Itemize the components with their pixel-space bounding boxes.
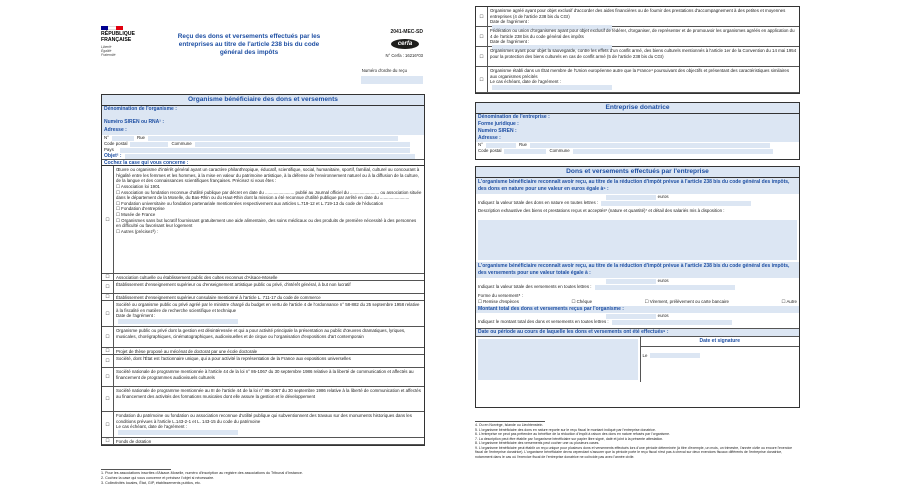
type-description (114, 438, 424, 445)
organisme-type-table-continued (475, 6, 800, 94)
forme-juridique-label: Forme juridique : (478, 121, 519, 128)
type-checkbox[interactable]: ☐ (102, 327, 114, 348)
type-description-text: Fonds de dotation (116, 439, 152, 444)
type-description-text: Projet de thèse proposé au mécénat de doctorat par une école doctorale (116, 349, 258, 354)
footnotes-page-1 (101, 469, 425, 485)
type-description (114, 281, 424, 294)
type-checkbox[interactable]: ☐ (102, 301, 114, 327)
form-title: Reçu des dons et versements effectués par les entreprises au titre de l'article 238 bis du code général des impôts (177, 33, 321, 56)
entreprise-denomination-field[interactable] (476, 114, 799, 121)
type-description-text: Organisme public ou privé dont la gestion est désintéressée et qui a pour activité principale la présentation au public d'œuvres dramatiques, lyriques, musicales, chorégraphiques, cinématographiques, audiovisuelles et de cirque ou l'organisation d'expositions d'art contemporain (116, 328, 406, 339)
cochez-row (102, 159, 424, 165)
especes-checkbox[interactable]: ☐ Remise d'espèces (478, 299, 519, 305)
entreprise-siren-label: Numéro SIREN : (478, 128, 517, 135)
type-description-text: Organismes ayant pour objet la sauvegarde, contre les effets d'un conflit armé, des biens culturels mentionnés à l'article 1er de la Convention du 14 mai 1954 pour la protection des biens culturels en cas de conflit armé (5 de l'article 238 bis du CGI) (490, 48, 797, 59)
versements-letters-row[interactable] (476, 284, 799, 293)
entreprise-adresse-label: Adresse : (478, 135, 501, 142)
devise-egalite: Égalité (101, 49, 112, 54)
entreprise-code-postal-label: Code postal (478, 148, 502, 154)
cerfa-number: N° Cerfa : 16216*03 (385, 53, 423, 58)
type-checkbox[interactable]: ☐ (102, 438, 114, 445)
adresse-label-row (102, 127, 424, 135)
cerfa-logo: cerfa (391, 39, 419, 49)
date-periode-row (476, 328, 799, 336)
republique-francaise-logo (101, 26, 156, 57)
type-description-text: Association cultuelle ou établissement public des cultes reconnus d'Alsace-Moselle (116, 275, 278, 280)
versements-letters-label: Indiquez la valeur totale des versements en toutes lettres : (478, 284, 592, 290)
type-checkbox[interactable]: ☐ (102, 166, 114, 274)
type-description-text: Fédération ou union d'organismes ayant pour objet exclusif de fédérer, d'organiser, de représenter et de promouvoir les organismes agréés en application du 4 de l'article 238 bis du code général des impôts (490, 28, 795, 39)
siren-rna-label: Numéro SIREN ou RNA¹ : (104, 119, 164, 126)
adresse-label: Adresse : (104, 127, 127, 134)
type-description (114, 301, 424, 327)
type-description-text: Société nationale de programme mentionnée au III de l'article 44 de la loi n° 86-1067 du 30 septembre 1986 relative à la liberté de communication et affectés au financement des activités des formations musicales dont elle assure la gestion et le développement (116, 388, 421, 399)
type-description (114, 274, 424, 281)
agrement-date-label: Date de l'agrément : (116, 313, 156, 319)
type-description (114, 348, 424, 355)
date-periode-label: Date ou période au cours de laquelle les dons et versements ont été effectués⁹ : (478, 329, 669, 336)
form-header (101, 16, 425, 80)
form-page-2 (472, 0, 806, 500)
type-description-text: Fondation du patrimoine ou fondation ou association reconnue d'utilité publique qui subventionnent des travaux sur des monuments historiques dans les conditions prévues à l'article L.143-2-1 et L. 143-15 du code du patrimoine (116, 413, 412, 424)
footnote-8: 8. L'organisme bénéficiaire des versements peut cocher une ou plusieurs cases. (475, 441, 600, 446)
agrement-date-label: Date de l'agrément : (490, 39, 530, 45)
type-checkbox[interactable]: ☐ (102, 368, 114, 387)
type-checkbox[interactable]: ☐ (102, 412, 114, 438)
date-signature-block (476, 336, 799, 382)
entreprise-denomination-label: Dénomination de l'entreprise : (478, 114, 550, 121)
type-checkbox[interactable]: ☐ (476, 47, 488, 67)
denomination-field[interactable] (102, 106, 424, 115)
forme-versement-options (476, 299, 799, 306)
footnotes-page-2 (475, 421, 800, 459)
type-description-text: Organisme établi dans un État membre de l'Union européenne autre que la France⁴ poursuivant des objectifs et présentant des caractéristiques similaires aux organismes précités (490, 68, 790, 79)
type-checkbox[interactable]: ☐ (102, 294, 114, 301)
entreprise-adresse-row (476, 135, 799, 142)
type-description (114, 327, 424, 348)
sub-option-checkbox[interactable]: ☐ Fondation d'entreprise (116, 206, 165, 212)
montant-letters-row[interactable] (476, 319, 799, 328)
type-checkbox[interactable]: ☐ (476, 7, 488, 27)
dons-nature-intro-text: L'organisme bénéficiaire reconnaît avoir reçu, au titre de la réduction d'impôt prévue à l'article 238 bis du code général des impôts, des dons en nature pour une valeur en euros égale à⁵ : (478, 179, 790, 192)
le-label: Le (642, 352, 648, 358)
dons-nature-letters-row[interactable] (476, 200, 799, 208)
numero-label: N° (104, 135, 109, 141)
type-description (488, 7, 799, 27)
form-page-1 (95, 0, 430, 500)
objet-row[interactable] (102, 153, 424, 159)
type-description (114, 368, 424, 387)
euros-label-3: euros (657, 313, 669, 319)
type-description-text: Société nationale de programme mentionnée à l'article 44 de la loi n° 86-1067 du 30 septembre 1986 relative à la liberté de communication et affectés au financement de programmes audiovisuels culturels (116, 369, 414, 380)
description-label: Description exhaustive des biens et prestations reçus et acceptés⁶ (nature et quantité)⁷ et détail des salariés mis à disposition : (478, 208, 725, 214)
type-description (114, 387, 424, 412)
entreprise-code-postal-row[interactable] (476, 148, 799, 154)
euros-label-2: euros (657, 278, 669, 284)
devise-fraternite: Fraternité (101, 53, 116, 58)
dons-nature-letters-label: Indiquez la valeur totale des dons en nature en toutes lettres : (478, 200, 599, 206)
date-periode-field[interactable] (478, 339, 638, 380)
form-number: 2041-MEC-SD (390, 29, 423, 35)
type-checkbox[interactable]: ☐ (476, 27, 488, 47)
organisme-type-table (101, 166, 425, 446)
type-checkbox[interactable]: ☐ (476, 67, 488, 93)
republic-line-2: FRANÇAISE (101, 36, 132, 43)
pays-label: Pays (104, 147, 114, 153)
type-description (488, 27, 799, 47)
forme-juridique-field[interactable] (476, 121, 799, 128)
organisme-section-title: Organisme bénéficiaire des dons et versements (102, 95, 424, 106)
type-description-text: Établissement d'enseignement supérieur consulaire mentionné à l'article L. 711-17 du code de commerce (116, 295, 321, 300)
type-description-text: Œuvre ou organisme d'intérêt général ayant un caractère philanthropique, éducatif, scientifique, social, humanitaire, sportif, familial, culturel ou concourant à l'égalité entre les femmes et les hommes, à la mise en valeur du patrimoine artistique, à la défense de l'environnement naturel ou à la diffusion de la culture, de la langue et des connaissances scientifiques françaises. Précisez si vous êtes : (116, 167, 420, 184)
autre-checkbox[interactable]: ☐ Autre (781, 299, 797, 305)
footnote-2: 2. Cochez la case qui vous concerne et précisez l'objet si nécessaire. (101, 475, 215, 480)
footnote-9: 9. L'organisme bénéficiaire peut établir un reçu unique pour plusieurs dons et versements effectués lors d'une période déterminée (à titre d'exemple, un mois, un trimestre, l'année civile ou encore l'exercice fiscal de l'entreprise donatrice). L'organisme bénéficiaire devra cependant s'assurer que la période porte le reçu fiscal n'est pas à cheval sur deux exercices fiscaux différents de l'entreprise donatrice, notamment dans le cas où l'exercice fiscal de l'entreprise donatrice ne coïncide pas avec l'année civile. (475, 445, 793, 459)
flag-icon (101, 26, 123, 30)
entreprise-commune-label: Commune (549, 148, 570, 154)
devise-liberte: Liberté (101, 44, 112, 49)
footnote-6: 6. L'entreprise ne peut pas prétendre au bénéfice de la réduction d'impôt à raison des dons en nature refusés par l'organisme. (475, 432, 671, 437)
siren-rna-field[interactable] (102, 119, 424, 127)
sub-option-checkbox[interactable]: ☐ Fondation universitaire ou fondation partenariale mentionnées respectivement aux articles L.719-12 et L.719-13 du code de l'éducation (116, 200, 384, 206)
order-number-label: Numéro d'ordre du reçu (361, 68, 407, 73)
organisme-section (101, 94, 425, 166)
entreprise-numero-label: N° (478, 142, 483, 148)
type-checkbox[interactable]: ☐ (102, 274, 114, 281)
montant-letters-label: Indiquez le montant total des dons et versements en toutes lettres : (478, 319, 609, 325)
denomination-label: Dénomination de l'organisme : (104, 106, 177, 113)
cochez-label: Cochez la case qui vous concerne : (104, 160, 189, 167)
type-description (114, 166, 424, 274)
type-description-text: Société, dont l'État est l'actionnaire unique, qui a pour activité la représentation de la France aux expositions universelles (116, 356, 351, 361)
type-description (488, 47, 799, 67)
footnote-5: 5. L'organisme bénéficiaire des dons en nature reporte sur le reçu fiscal le montant indiqué par l'entreprise donatrice. (475, 427, 656, 432)
montant-label: Montant total des dons et versements reçus par l'organisme : (478, 306, 624, 313)
code-postal-label: Code postal (104, 141, 128, 147)
forme-versement-label: Forme du versement⁸ : (478, 293, 523, 299)
order-number-field[interactable] (361, 76, 423, 84)
description-row (476, 208, 799, 220)
sub-option-checkbox[interactable]: ☐ Musée de France (116, 212, 156, 217)
agrement-date-field[interactable] (492, 85, 612, 90)
type-checkbox[interactable]: ☐ (102, 348, 114, 355)
agrement-date-field[interactable] (118, 319, 238, 324)
type-description-text: Organisme agréé ayant pour objet exclusif d'accorder des aides financières ou de fournir des prestations d'accompagnement à des petites et moyennes entreprises (4 de l'article 238 bis du CGI) (490, 8, 786, 19)
dons-section-title: Dons et versements effectués par l'entreprise (476, 167, 799, 178)
description-field[interactable] (478, 220, 797, 260)
type-checkbox[interactable]: ☐ (102, 281, 114, 294)
entreprise-siren-field[interactable] (476, 128, 799, 135)
republic-line-1: RÉPUBLIQUE (101, 31, 136, 37)
footnote-3: 3. Collectivités locales, État, GIP, établissements publics, etc. (101, 480, 201, 485)
date-signature-label: Date et signature (641, 337, 800, 346)
footnote-1: 1. Pour les associations inscrites d'Alsace-Moselle, numéro d'inscription au registre des associations du Tribunal d'Instance. (101, 471, 303, 475)
agrement-date-field[interactable] (118, 430, 238, 435)
dons-nature-intro (476, 178, 799, 194)
rue-label: Rue (136, 135, 145, 141)
dons-section (475, 166, 800, 408)
versements-intro-text: L'organisme bénéficiaire reconnaît avoir reçu, au titre de la réduction d'impôt prévue à l'article 238 bis du code général des impôts, des versements pour une valeur totale égale à : (478, 263, 790, 276)
entreprise-rue-label: Rue (518, 142, 527, 148)
type-description (114, 294, 424, 301)
type-description (114, 412, 424, 438)
sub-option-checkbox[interactable]: ☐ Association loi 1901 (116, 183, 160, 189)
agrement-date-label: Le cas échéant, date de l'agrément : (116, 424, 187, 430)
sub-option-checkbox[interactable]: ☐ Association ou fondation reconnue d'utilité publique par décret en date du ........................ publié au Journal officiel du ........................ ou association située dans le département de la Moselle, du Bas-Rhin ou du Haut-Rhin dont la mission a été reconnue d'utilité publique par arrêté en date du ........................ (116, 189, 422, 201)
type-description-text: Société ou organisme public ou privé agréé par le ministre chargé du budget en vertu de l'article 4 de l'ordonnance n° 58-882 du 25 septembre 1958 relative à la fiscalité en matière de recherche scientifique et technique (116, 302, 420, 313)
type-checkbox[interactable]: ☐ (102, 355, 114, 368)
signature-date-row[interactable] (641, 347, 800, 359)
sub-option-checkbox[interactable]: ☐ Organismes sans but lucratif fournissant gratuitement une aide alimentaire, des soins médicaux ou des produits de première nécessité à des personnes en difficulté ou favorisant leur logement (116, 217, 417, 229)
virement-checkbox[interactable]: ☐ Virement, prélèvement ou carte bancaire (644, 299, 729, 305)
footnote-7: 7. La description peut être établie par l'organisme bénéficiaire sur papier libre signé, daté et joint à la présente attestation. (475, 436, 664, 441)
versements-intro (476, 262, 799, 278)
commune-label: Commune (171, 141, 192, 147)
cheque-checkbox[interactable]: ☐ Chèque (571, 299, 593, 305)
type-description-text: Établissement d'enseignement supérieur ou d'enseignement artistique public ou privé, d'intérêt général, à but non lucratif (116, 282, 351, 287)
euros-label-1: euros (657, 194, 669, 200)
agrement-date-label: Le cas échéant, date de l'agrément : (490, 79, 561, 85)
type-description (488, 67, 799, 93)
entreprise-section (475, 102, 800, 160)
entreprise-section-title: Entreprise donatrice (476, 103, 799, 114)
footnote-4: 4. Ou en Norvège, Islande ou Liechtenstein. (475, 423, 544, 427)
type-checkbox[interactable]: ☐ (102, 387, 114, 412)
objet-label: Objet² : (104, 153, 122, 160)
agrement-date-label: Date de l'agrément : (490, 19, 530, 25)
montant-row (476, 306, 799, 313)
type-description (114, 355, 424, 368)
sub-option-checkbox[interactable]: ☐ Autres (précisez³) : (116, 228, 158, 234)
